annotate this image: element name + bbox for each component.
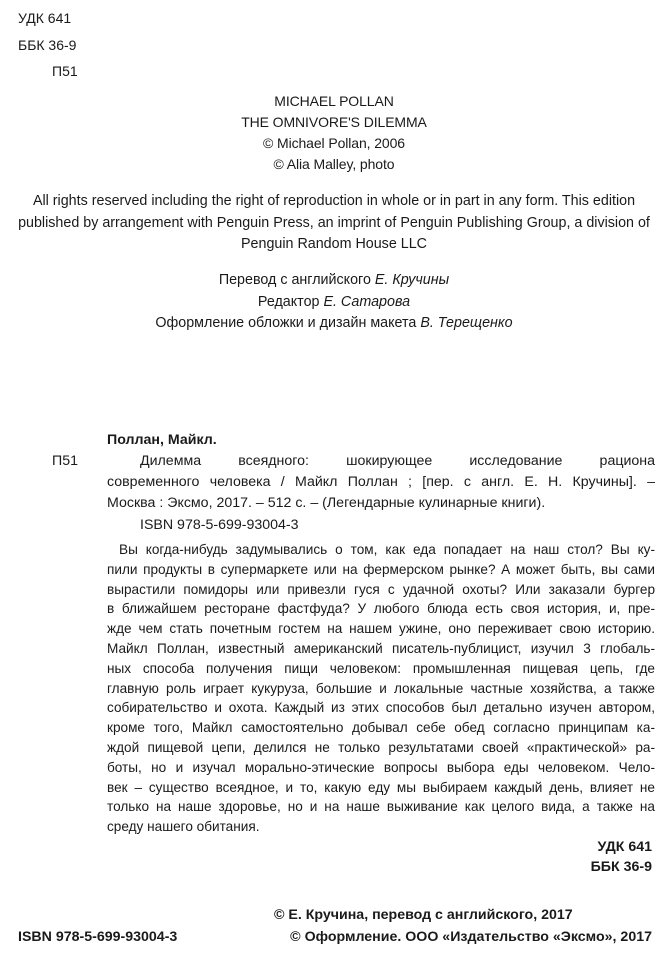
annotation-line: век – существо всеядное, и то, какую еду мы выбираем каждый день, влияет не [107,779,655,795]
design-credit [0,313,668,335]
bib-line-3: Москва : Эксмо, 2017. – 512 с. – (Легендарные кулинарные книги). [107,495,546,511]
copyright-photo: © Alia Malley, photo [273,156,395,172]
bbk-code: ББК 36-9 [18,37,77,53]
annotation-line: пили продукты в супермаркете или на фермерском рынке? А может быть, вы сами [107,561,655,577]
bib-line-1: Дилемма всеядного: шокирующее исследование рациона [140,453,655,469]
annotation-line: Майкл Поллан, известный американский писатель-публицист, изучил 3 глобаль- [107,640,655,656]
annotation-line: жде чем стать почетным гостем на нашем ужине, оно переживает свою историю. [107,621,655,637]
footer-isbn: ISBN 978-5-699-93004-3 [18,929,178,945]
annotation-line: ждой пищевой цепи, делился не только результатами своей «практической» ра- [107,739,655,755]
original-author: MICHAEL POLLAN [274,93,394,109]
annotation-line: кроме того, Майкл самостоятельно добывал себе обед согласно принципам ка- [107,720,655,736]
annotation [107,540,655,837]
annotation-line: Вы когда-нибудь задумывались о том, как еда попадает на наш стол? Вы ку- [119,542,655,557]
udk-code: УДК 641 [18,10,72,26]
bib-line-2: современного человека / Майкл Поллан ; [пер. с англ. Е. Н. Кручины]. – [107,474,655,490]
copyright-design: © Оформление. ООО «Издательство «Эксмо», 2017 [290,929,652,945]
author-mark: П51 [52,63,78,79]
translation-label: Перевод с английского [218,272,375,288]
annotation-line: ных способа получения пищи человеком: промышленная пищевая цепь, где [107,660,655,676]
udk-code-bottom: УДК 641 [597,839,652,855]
translator-name: Е. Кручины [374,272,450,288]
copyright-translation: © Е. Кручина, перевод с английского, 2017 [274,907,573,923]
annotation-line: вырастили помидоры или привезли гуся с удачной охоты? Или заказали бургер [107,581,655,597]
annotation-line: только на наше здоровье, но и на наше выживание как целого вида, а также на [107,799,655,815]
annotation-line: среду нашего обитания. [107,819,260,835]
original-title: THE OMNIVORE'S DILEMMA [241,114,427,130]
bbk-code-bottom: ББК 36-9 [590,859,652,875]
designer-name: В. Терещенко [420,315,513,331]
annotation-line: главную роль играет кукуруза, большие и локальные частные хозяйства, а также [107,680,655,696]
annotation-line: собирательство и охота. Каждый из этих способов был детально изучен автором, [107,700,655,716]
bib-mark: П51 [52,453,78,469]
editor-name: Е. Сатарова [323,294,411,310]
rights-statement: All rights reserved including the right of reproduction in whole or in part in any form. This edition published by arrangement with Penguin Press, an imprint of Penguin Publishing Group, a division of Penguin Random House LLC [18,193,650,252]
editor-credit [0,292,668,314]
translation-credit [0,270,668,292]
annotation-line: боты, но и изучал морально-этические вопросы выбора еды человеком. Чело- [107,759,655,775]
bib-isbn: ISBN 978-5-699-93004-3 [140,517,299,533]
editor-label: Редактор [257,294,324,310]
design-label: Оформление обложки и дизайн макета [155,315,421,331]
copyright-author: © Michael Pollan, 2006 [263,135,405,151]
annotation-line: в ближайшем ресторане фастфуда? У любого блюда есть своя история, и, пре- [107,601,655,617]
bib-heading: Поллан, Майкл. [107,432,217,448]
